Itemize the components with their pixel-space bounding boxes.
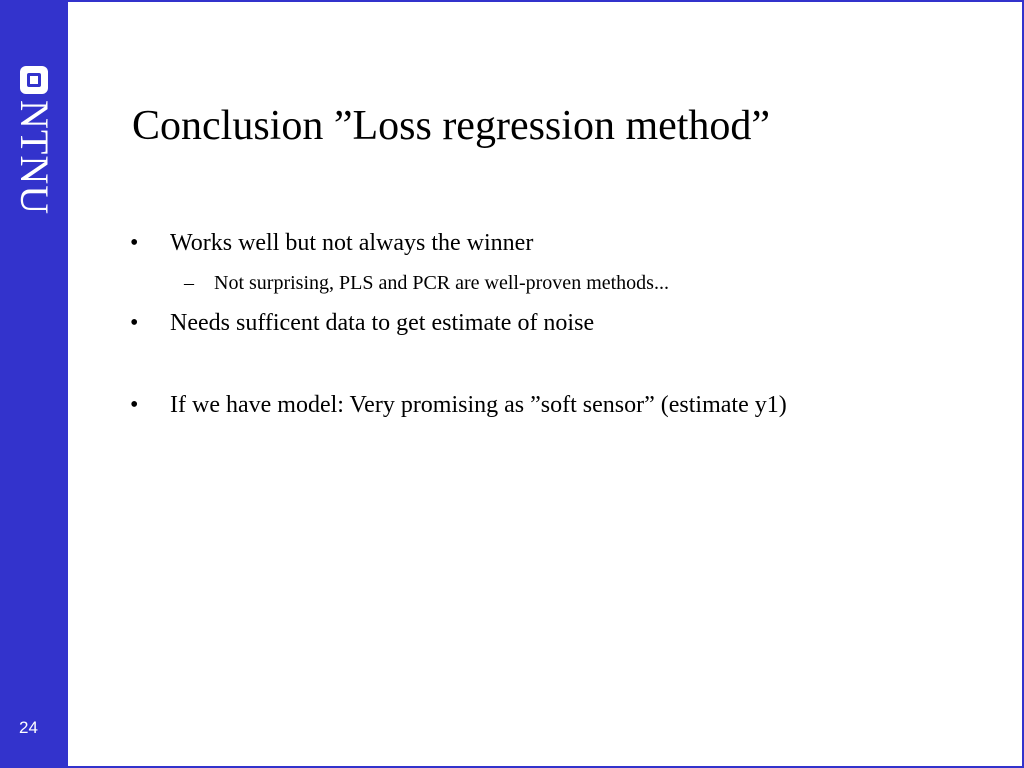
bullet-item (130, 230, 533, 257)
bullet-item (130, 310, 594, 337)
sub-bullet-text: Not surprising, PLS and PCR are well-proven methods... (214, 272, 669, 294)
bullet-marker: • (130, 392, 139, 418)
slide-title: Conclusion ”Loss regression method” (132, 103, 771, 149)
sub-bullet-marker: – (184, 272, 194, 294)
sub-bullet-item (184, 272, 669, 295)
ntnu-logo-icon (20, 66, 48, 94)
bullet-item (130, 392, 787, 419)
bullet-text: Works well but not always the winner (170, 230, 534, 256)
sidebar (0, 2, 68, 766)
bullet-marker: • (130, 310, 139, 336)
slide-number: 24 (19, 718, 38, 737)
logo-text: NTNU (12, 100, 57, 216)
bullet-marker: • (130, 230, 139, 256)
bullet-text: If we have model: Very promising as ”soft sensor” (estimate y1) (170, 392, 787, 418)
bullet-text: Needs sufficent data to get estimate of noise (170, 310, 595, 336)
